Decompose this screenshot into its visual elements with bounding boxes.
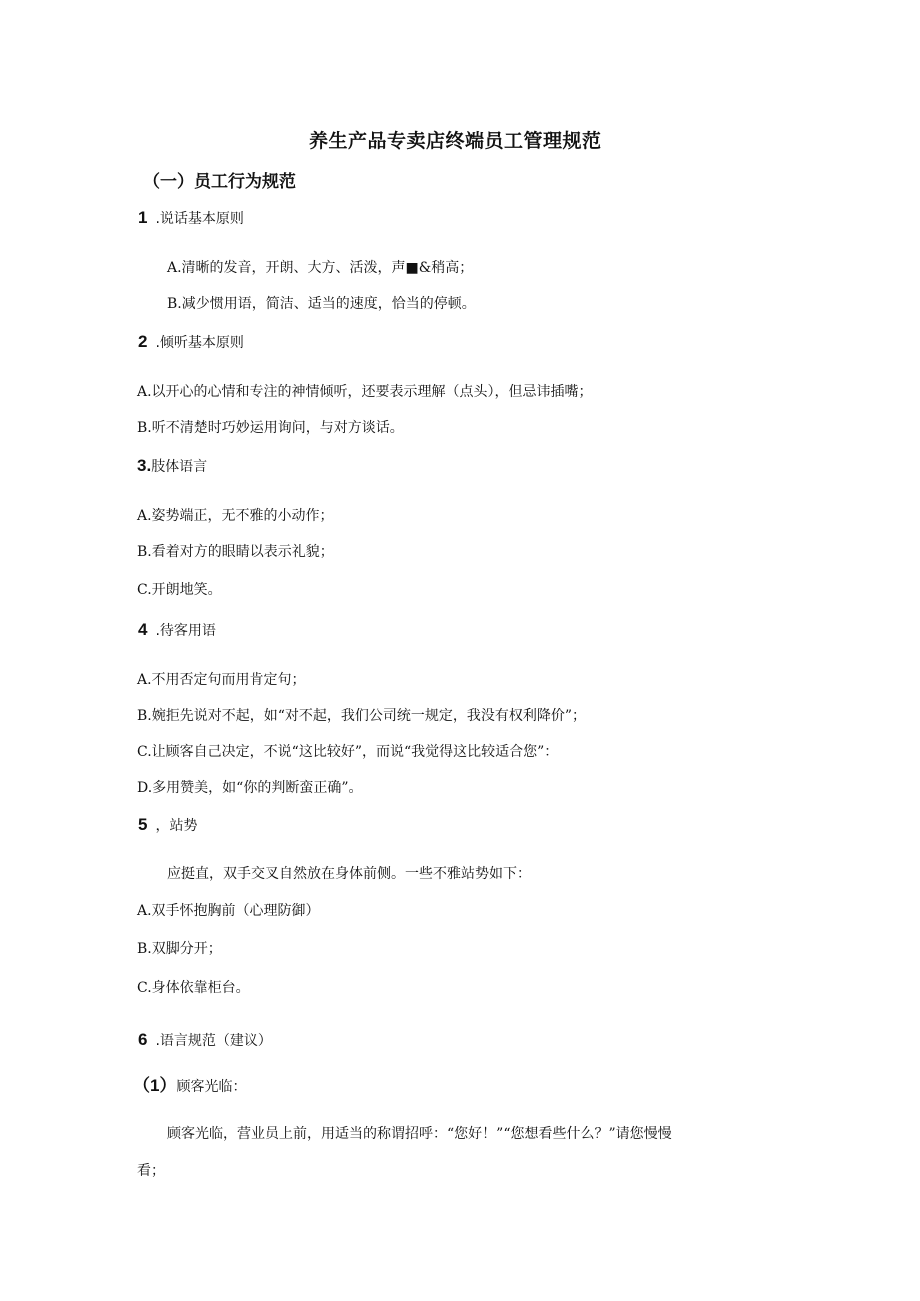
subsection-label: ，站势 (155, 818, 198, 834)
subsection-label: .说话基本原则 (155, 211, 244, 227)
paragraph-line: A.不用否定句而用肯定句； (137, 672, 306, 688)
paragraph-line: C.身体依靠柜台。 (137, 980, 250, 996)
paragraph-line: 看； (137, 1163, 165, 1179)
section-heading: （一）员工行为规范 (143, 172, 296, 192)
paragraph-line: B.双脚分开； (137, 941, 222, 957)
subsection-number: 1 (138, 208, 148, 227)
sub-item-number: （1） (133, 1076, 177, 1095)
sub-item-heading (133, 1071, 246, 1096)
paragraph-line: 顾客光临，营业员上前，用适当的称谓招呼：“您好！”“您想看些什么？”请您慢慢 (167, 1126, 672, 1142)
subsection-heading-2 (138, 332, 244, 352)
subsection-label: .倾听基本原则 (155, 335, 244, 351)
subsection-heading-4 (138, 620, 216, 640)
paragraph-line: 应挺直，双手交叉自然放在身体前侧。一些不雅站势如下： (167, 866, 531, 882)
subsection-label: .语言规范（建议） (155, 1033, 272, 1049)
paragraph-line: A.双手怀抱胸前（心理防御） (137, 903, 320, 919)
paragraph-line: A.以开心的心情和专注的神情倾听，还要表示理解（点头），但忌讳插嘴； (137, 384, 593, 400)
subsection-number: 2 (138, 332, 148, 351)
paragraph-line: C.让顾客自己决定，不说“这比较好”，而说“我觉得这比较适合您”： (137, 744, 559, 760)
subsection-number: 6 (138, 1030, 148, 1049)
subsection-heading-5 (138, 815, 197, 835)
subsection-number: 3. (137, 456, 152, 475)
paragraph-line: C.开朗地笑。 (137, 582, 222, 598)
paragraph-line: A.姿势端正，无不雅的小动作； (137, 508, 334, 524)
paragraph-line: B.听不清楚时巧妙运用询问，与对方谈话。 (137, 420, 404, 436)
subsection-heading-1 (138, 208, 244, 228)
paragraph-line: B.减少惯用语，简洁、适当的速度，恰当的停顿。 (167, 296, 476, 312)
paragraph-line: B.婉拒先说对不起，如“对不起，我们公司统一规定，我没有权利降价”； (137, 708, 587, 724)
subsection-heading-6 (138, 1030, 272, 1050)
subsection-number: 4 (138, 620, 148, 639)
paragraph-line: A.清晰的发音，开朗、大方、活泼，声■&稍高； (167, 260, 474, 276)
subsection-heading-3 (137, 456, 207, 476)
subsection-label: 肢体语言 (151, 459, 208, 475)
document-title: 养生产品专卖店终端员工管理规范 (309, 130, 602, 152)
subsection-label: .待客用语 (155, 623, 216, 639)
paragraph-line: B.看着对方的眼睛以表示礼貌； (137, 544, 334, 560)
subsection-number: 5 (138, 815, 148, 834)
paragraph-line: D.多用赞美，如“你的判断蛮正确”。 (137, 780, 363, 796)
sub-item-label: 顾客光临： (176, 1079, 247, 1095)
